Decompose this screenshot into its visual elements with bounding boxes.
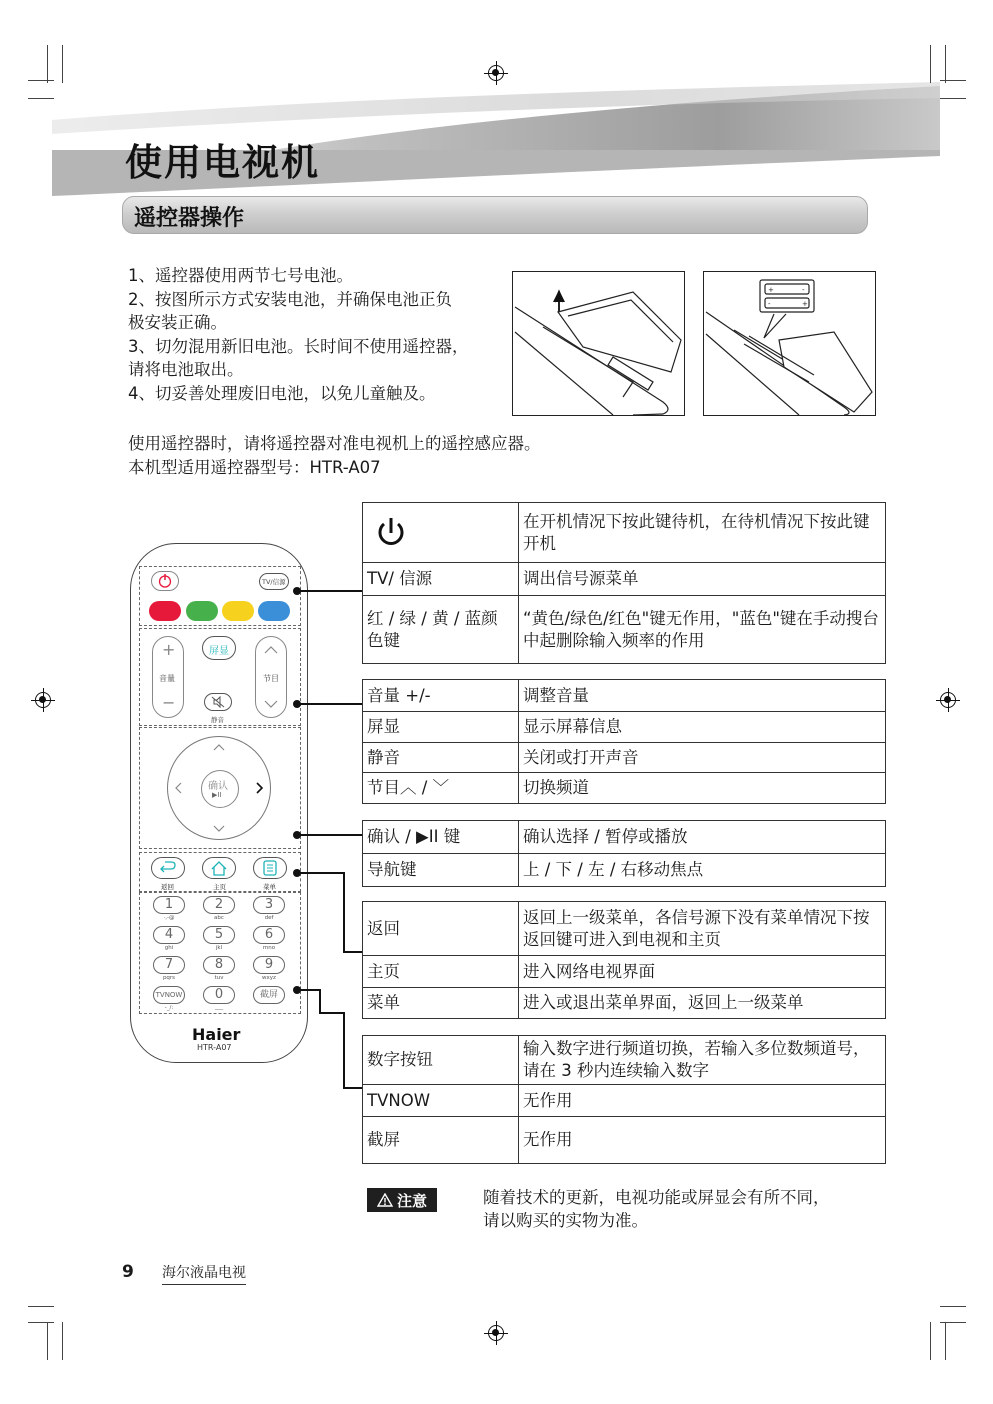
spec-table-volume-display: [362, 679, 886, 804]
footer-brand: 海尔液晶电视: [162, 1262, 246, 1285]
table-cell: 菜单: [363, 988, 519, 1019]
table-cell: 导航键: [363, 854, 519, 887]
table-row: [363, 1085, 886, 1117]
svg-text:+: +: [802, 300, 808, 308]
table-cell: 调出信号源菜单: [519, 563, 886, 596]
key-sub-label: wxyz: [262, 975, 276, 981]
number-key-7[interactable]: 7: [153, 956, 185, 974]
tv-source-label: TV/信源: [262, 578, 286, 586]
note-line: 请以购买的实物为准。: [483, 1211, 648, 1230]
remote-brand-logo: Haier: [192, 1025, 241, 1044]
number-key-9[interactable]: 9: [253, 956, 285, 974]
key-sub-label: ghi: [164, 945, 174, 951]
table-cell: 确认选择 / 暂停或播放: [519, 821, 886, 854]
number-key-1[interactable]: 1: [153, 896, 185, 914]
note-label: 注意: [396, 1191, 427, 1210]
key-sub-label: tuv: [214, 975, 224, 981]
svg-text:-: -: [802, 286, 805, 294]
screenshot-key[interactable]: 截屏: [253, 986, 285, 1004]
instruction-line: 4、切妥善处理废旧电池，以免儿童触及。: [128, 383, 436, 403]
key-sub-label: -_/:: [164, 1005, 174, 1011]
note-text: [483, 1186, 830, 1232]
table-cell: 数字按钮: [363, 1036, 519, 1085]
instruction-line: 1、遥控器使用两节七号电池。: [128, 266, 353, 285]
section-title: 遥控器操作: [134, 206, 245, 231]
table-row: [363, 821, 886, 854]
table-cell: 无作用: [519, 1085, 886, 1117]
spec-table-back-home-menu: [362, 901, 886, 1019]
table-cell: 输入数字进行频道切换，若输入多位数频道号，请在 3 秒内连续输入数字: [519, 1036, 886, 1085]
home-label: 主页: [213, 883, 226, 891]
table-cell: 进入或退出菜单界面，返回上一级菜单: [519, 988, 886, 1019]
instruction-line: 3、切勿混用新旧电池。长时间不使用遥控器，: [128, 336, 469, 356]
table-row: [363, 988, 886, 1019]
table-cell: 确认 / ▶II 键: [363, 821, 519, 854]
instruction-line: 极安装正确。: [128, 313, 227, 332]
power-icon-cell: [363, 503, 519, 563]
tvnow-key[interactable]: TVNOW: [153, 986, 185, 1004]
table-cell: 返回上一级菜单，各信号源下没有菜单情况下按返回键可进入到电视和主页: [519, 902, 886, 956]
usage-line: 使用遥控器时，请将遥控器对准电视机上的遥控感应器。: [128, 434, 541, 453]
page-number: 9: [122, 1262, 134, 1282]
key-sub-label: mno: [262, 945, 276, 951]
spec-table-power-source-colors: [362, 502, 886, 664]
key-sub-label: ·,-@: [163, 915, 175, 921]
play-pause-icon: ▶II: [212, 791, 222, 799]
table-cell: 返回: [363, 902, 519, 956]
screen-display-label: 屏显: [209, 646, 229, 657]
remote-model: HTR-A07: [197, 1043, 232, 1052]
table-cell: 屏显: [363, 712, 519, 743]
warning-icon: [377, 1193, 393, 1207]
table-cell: 切换频道: [519, 773, 886, 804]
table-cell: TVNOW: [363, 1085, 519, 1117]
table-row: [363, 773, 886, 804]
program-label: 节目: [263, 674, 279, 683]
note-badge: [367, 1188, 437, 1212]
table-row: [363, 596, 886, 664]
table-row: [363, 503, 886, 563]
table-cell: TV/ 信源: [363, 563, 519, 596]
number-key-2[interactable]: 2: [203, 896, 235, 914]
key-sub-label: pqrs: [162, 975, 176, 981]
table-cell: 关闭或打开声音: [519, 743, 886, 773]
table-row: [363, 680, 886, 712]
table-row: [363, 956, 886, 988]
table-cell: 节目︿ / ﹀: [363, 773, 519, 804]
table-cell: “黄色/绿色/红色"键无作用，"蓝色"键在手动搜台中起删除输入频率的作用: [519, 596, 886, 664]
key-sub-label: def: [264, 915, 274, 921]
table-cell: 红 / 绿 / 黄 / 蓝颜色键: [363, 596, 519, 664]
table-cell: 无作用: [519, 1117, 886, 1164]
table-cell: 调整音量: [519, 680, 886, 712]
instruction-line: 2、按图所示方式安装电池，并确保电池正负: [128, 289, 452, 309]
table-row: [363, 563, 886, 596]
table-cell: 在开机情况下按此键待机，在待机情况下按此键开机: [519, 503, 886, 563]
table-cell: 进入网络电视界面: [519, 956, 886, 988]
plus-icon: +: [162, 640, 176, 659]
ok-label: 确认: [208, 781, 228, 792]
table-cell: 静音: [363, 743, 519, 773]
number-key-0[interactable]: 0: [203, 986, 235, 1004]
minus-icon: −: [162, 693, 176, 712]
mute-label: 静音: [211, 716, 224, 724]
svg-text:-: -: [768, 300, 771, 308]
table-row: [363, 712, 886, 743]
menu-label: 菜单: [263, 883, 276, 891]
table-row: [363, 743, 886, 773]
spec-table-ok-navigation: [362, 820, 886, 887]
svg-text:+: +: [768, 286, 774, 294]
table-row: [363, 1036, 886, 1085]
table-cell: 显示屏幕信息: [519, 712, 886, 743]
back-label: 返回: [161, 883, 174, 891]
number-key-8[interactable]: 8: [203, 956, 235, 974]
number-key-3[interactable]: 3: [253, 896, 285, 914]
instruction-line: 请将电池取出。: [128, 360, 244, 379]
number-key-4[interactable]: 4: [153, 926, 185, 944]
table-cell: 音量 +/-: [363, 680, 519, 712]
note-line: 随着技术的更新，电视功能或屏显会有所不同，: [483, 1188, 830, 1207]
table-row: [363, 1117, 886, 1164]
number-key-5[interactable]: 5: [203, 926, 235, 944]
table-cell: 截屏: [363, 1117, 519, 1164]
table-cell: 上 / 下 / 左 / 右移动焦点: [519, 854, 886, 887]
number-key-6[interactable]: 6: [253, 926, 285, 944]
usage-line: 本机型适用遥控器型号：HTR-A07: [128, 457, 381, 477]
key-sub-label: ___: [214, 1004, 224, 1010]
table-row: [363, 902, 886, 956]
spec-table-numbers: [362, 1035, 886, 1164]
page-title: 使用电视机: [125, 141, 320, 184]
key-sub-label: jkl: [215, 945, 223, 951]
volume-label: 音量: [159, 674, 175, 683]
table-row: [363, 854, 886, 887]
key-sub-label: abc: [214, 915, 224, 921]
table-cell: 主页: [363, 956, 519, 988]
power-icon: [371, 513, 411, 553]
